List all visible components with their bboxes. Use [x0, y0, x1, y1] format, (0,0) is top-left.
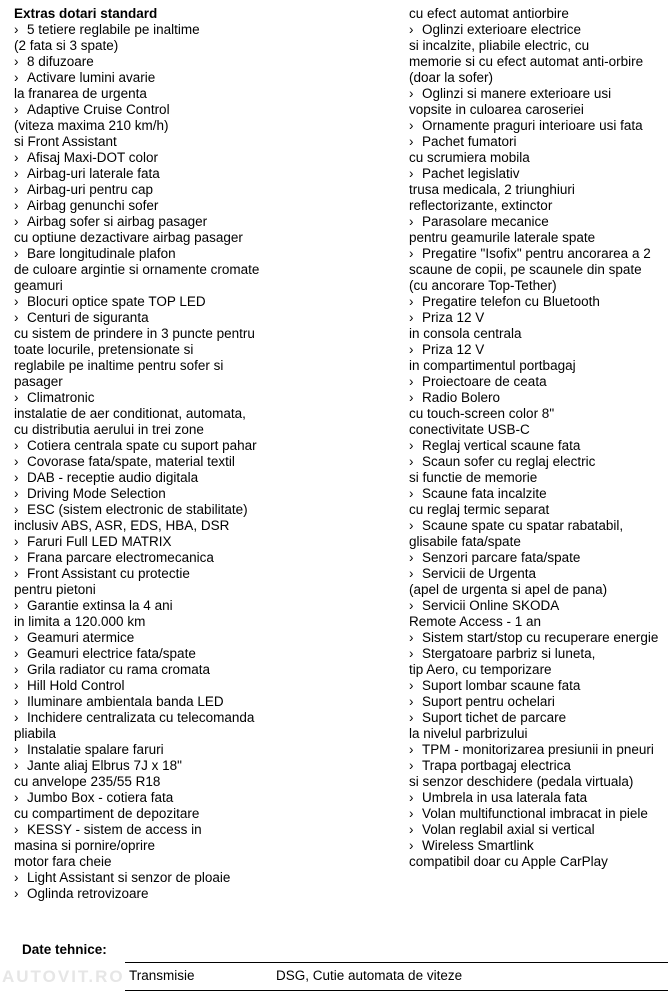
- list-item: › Frana parcare electromecanica: [14, 550, 404, 566]
- list-item: › Sistem start/stop cu recuperare energie: [409, 630, 668, 646]
- list-item-continuation: inclusiv ABS, ASR, EDS, HBA, DSR: [14, 518, 230, 533]
- list-item-continuation: in compartimentul portbagaj: [409, 358, 576, 373]
- list-item: › Airbag sofer si airbag pasager: [14, 214, 404, 230]
- list-item: › Inchidere centralizata cu telecomanda: [14, 710, 404, 726]
- list-item: › Grila radiator cu rama cromata: [14, 662, 404, 678]
- list-item-continuation: pliabila: [14, 726, 57, 741]
- list-item: › Pregatire telefon cu Bluetooth: [409, 294, 668, 310]
- list-item: › Geamuri electrice fata/spate: [14, 646, 404, 662]
- list-item: › Bare longitudinale plafon: [14, 246, 404, 262]
- list-item-continuation: (doar la sofer): [409, 70, 494, 85]
- list-item-continuation: (apel de urgenta si apel de pana): [409, 582, 608, 597]
- list-item: › Umbrela in usa laterala fata: [409, 790, 668, 806]
- list-item: › Scaune spate cu spatar rabatabil,: [409, 518, 668, 534]
- list-item: › ESC (sistem electronic de stabilitate): [14, 502, 404, 518]
- list-item: › TPM - monitorizarea presiunii in pneuri: [409, 742, 668, 758]
- equipment-column-right: [409, 6, 668, 870]
- list-item: › Faruri Full LED MATRIX: [14, 534, 404, 550]
- list-item-continuation: cu efect automat antiorbire: [409, 6, 569, 21]
- list-item-continuation: (2 fata si 3 spate): [14, 38, 119, 53]
- list-item: › Priza 12 V: [409, 310, 668, 326]
- list-item: › Scaun sofer cu reglaj electric: [409, 454, 668, 470]
- list-item-continuation: Remote Access - 1 an: [409, 614, 542, 629]
- list-item-continuation: pentru geamurile laterale spate: [409, 230, 596, 245]
- list-item: › Proiectoare de ceata: [409, 374, 668, 390]
- list-item: › Airbag-uri pentru cap: [14, 182, 404, 198]
- list-item-continuation: cu reglaj termic separat: [409, 502, 550, 517]
- watermark-logo: AUTOVIT.RO: [2, 967, 125, 986]
- list-item: › Pachet legislativ: [409, 166, 668, 182]
- list-item: › KESSY - sistem de access in: [14, 822, 404, 838]
- list-item: › Radio Bolero: [409, 390, 668, 406]
- list-item-continuation: scaune de copii, pe scaunele din spate: [409, 262, 642, 277]
- list-item: › Oglinda retrovizoare: [14, 886, 404, 902]
- list-item: › Airbag genunchi sofer: [14, 198, 404, 214]
- list-item: › Stergatoare parbriz si luneta,: [409, 646, 668, 662]
- list-item-continuation: masina si pornire/oprire: [14, 838, 156, 853]
- list-item-continuation: compatibil doar cu Apple CarPlay: [409, 854, 608, 869]
- list-item-continuation: si incalzite, pliabile electric, cu: [409, 38, 590, 53]
- list-item: › Adaptive Cruise Control: [14, 102, 404, 118]
- tech-row-label: Transmisie: [129, 968, 195, 983]
- list-item: › Priza 12 V: [409, 342, 668, 358]
- list-item: › Jante aliaj Elbrus 7J x 18": [14, 758, 404, 774]
- list-item: › Oglinzi exterioare electrice: [409, 22, 668, 38]
- list-item-continuation: geamuri: [14, 278, 63, 293]
- list-item-continuation: de culoare argintie si ornamente cromate: [14, 262, 260, 277]
- list-item: › Activare lumini avarie: [14, 70, 404, 86]
- list-item: › Scaune fata incalzite: [409, 486, 668, 502]
- list-item: › Suport tichet de parcare: [409, 710, 668, 726]
- tech-section-title: Date tehnice:: [22, 942, 107, 957]
- list-item: › Oglinzi si manere exterioare usi: [409, 86, 668, 102]
- list-item: › Jumbo Box - cotiera fata: [14, 790, 404, 806]
- list-item-continuation: glisabile fata/spate: [409, 534, 521, 549]
- list-item-continuation: cu compartiment de depozitare: [14, 806, 200, 821]
- list-item: › Cotiera centrala spate cu suport pahar: [14, 438, 404, 454]
- list-item: › Parasolare mecanice: [409, 214, 668, 230]
- list-item-continuation: la franarea de urgenta: [14, 86, 147, 101]
- list-item-continuation: reglabile pe inaltime pentru sofer si: [14, 358, 224, 373]
- list-item: › Volan reglabil axial si vertical: [409, 822, 668, 838]
- list-item-continuation: la nivelul parbrizului: [409, 726, 528, 741]
- list-item-continuation: conectivitate USB-C: [409, 422, 530, 437]
- list-item-continuation: trusa medicala, 2 triunghiuri: [409, 182, 575, 197]
- list-item-continuation: vopsite in culoarea caroseriei: [409, 102, 584, 117]
- list-item-continuation: motor fara cheie: [14, 854, 112, 869]
- list-item: › Garantie extinsa la 4 ani: [14, 598, 404, 614]
- list-item-continuation: si Front Assistant: [14, 134, 117, 149]
- list-item-continuation: in limita a 120.000 km: [14, 614, 146, 629]
- list-item-continuation: cu optiune dezactivare airbag pasager: [14, 230, 243, 245]
- list-item: › Reglaj vertical scaune fata: [409, 438, 668, 454]
- list-item: › Suport pentru ochelari: [409, 694, 668, 710]
- list-item: › Pregatire "Isofix" pentru ancorarea a 2: [409, 246, 668, 262]
- list-item: › Volan multifunctional imbracat in piele: [409, 806, 668, 822]
- list-item: › Centuri de siguranta: [14, 310, 404, 326]
- section-title: Extras dotari standard: [14, 6, 158, 21]
- list-item: › Servicii Online SKODA: [409, 598, 668, 614]
- list-item: › Driving Mode Selection: [14, 486, 404, 502]
- list-item-continuation: (cu ancorare Top-Tether): [409, 278, 557, 293]
- list-item: › Climatronic: [14, 390, 404, 406]
- tech-row-value: DSG, Cutie automata de viteze: [276, 968, 463, 983]
- list-item: › Covorase fata/spate, material textil: [14, 454, 404, 470]
- list-item-continuation: instalatie de aer conditionat, automata,: [14, 406, 246, 421]
- list-item-continuation: reflectorizante, extinctor: [409, 198, 553, 213]
- list-item-continuation: pasager: [14, 374, 63, 389]
- table-rule-top: [125, 962, 668, 963]
- list-item: › 8 difuzoare: [14, 54, 404, 70]
- list-item: › DAB - receptie audio digitala: [14, 470, 404, 486]
- list-item-continuation: tip Aero, cu temporizare: [409, 662, 552, 677]
- list-item: › Afisaj Maxi-DOT color: [14, 150, 404, 166]
- list-item: › Servicii de Urgenta: [409, 566, 668, 582]
- table-rule-bottom: [125, 990, 668, 991]
- list-item-continuation: memorie si cu efect automat anti-orbire: [409, 54, 644, 69]
- list-item: › Wireless Smartlink: [409, 838, 668, 854]
- list-item: › Senzori parcare fata/spate: [409, 550, 668, 566]
- list-item: › Airbag-uri laterale fata: [14, 166, 404, 182]
- list-item: › Suport lombar scaune fata: [409, 678, 668, 694]
- list-item-continuation: in consola centrala: [409, 326, 522, 341]
- list-item-continuation: pentru pietoni: [14, 582, 96, 597]
- list-item-continuation: cu distributia aerului in trei zone: [14, 422, 204, 437]
- list-item-continuation: cu touch-screen color 8": [409, 406, 555, 421]
- list-item-continuation: cu sistem de prindere in 3 puncte pentru: [14, 326, 255, 341]
- equipment-column-left: [14, 6, 404, 902]
- list-item: › Ornamente praguri interioare usi fata: [409, 118, 668, 134]
- list-item: › Light Assistant si senzor de ploaie: [14, 870, 404, 886]
- list-item: › Front Assistant cu protectie: [14, 566, 404, 582]
- list-item-continuation: si functie de memorie: [409, 470, 538, 485]
- list-item-continuation: si senzor deschidere (pedala virtuala): [409, 774, 634, 789]
- list-item: › 5 tetiere reglabile pe inaltime: [14, 22, 404, 38]
- list-item-continuation: cu anvelope 235/55 R18: [14, 774, 161, 789]
- list-item-continuation: toate locurile, pretensionate si: [14, 342, 194, 357]
- list-item: › Pachet fumatori: [409, 134, 668, 150]
- list-item: › Trapa portbagaj electrica: [409, 758, 668, 774]
- list-item: › Hill Hold Control: [14, 678, 404, 694]
- list-item: › Blocuri optice spate TOP LED: [14, 294, 404, 310]
- list-item-continuation: (viteza maxima 210 km/h): [14, 118, 169, 133]
- list-item: › Geamuri atermice: [14, 630, 404, 646]
- list-item: › Iluminare ambientala banda LED: [14, 694, 404, 710]
- list-item-continuation: cu scrumiera mobila: [409, 150, 530, 165]
- list-item: › Instalatie spalare faruri: [14, 742, 404, 758]
